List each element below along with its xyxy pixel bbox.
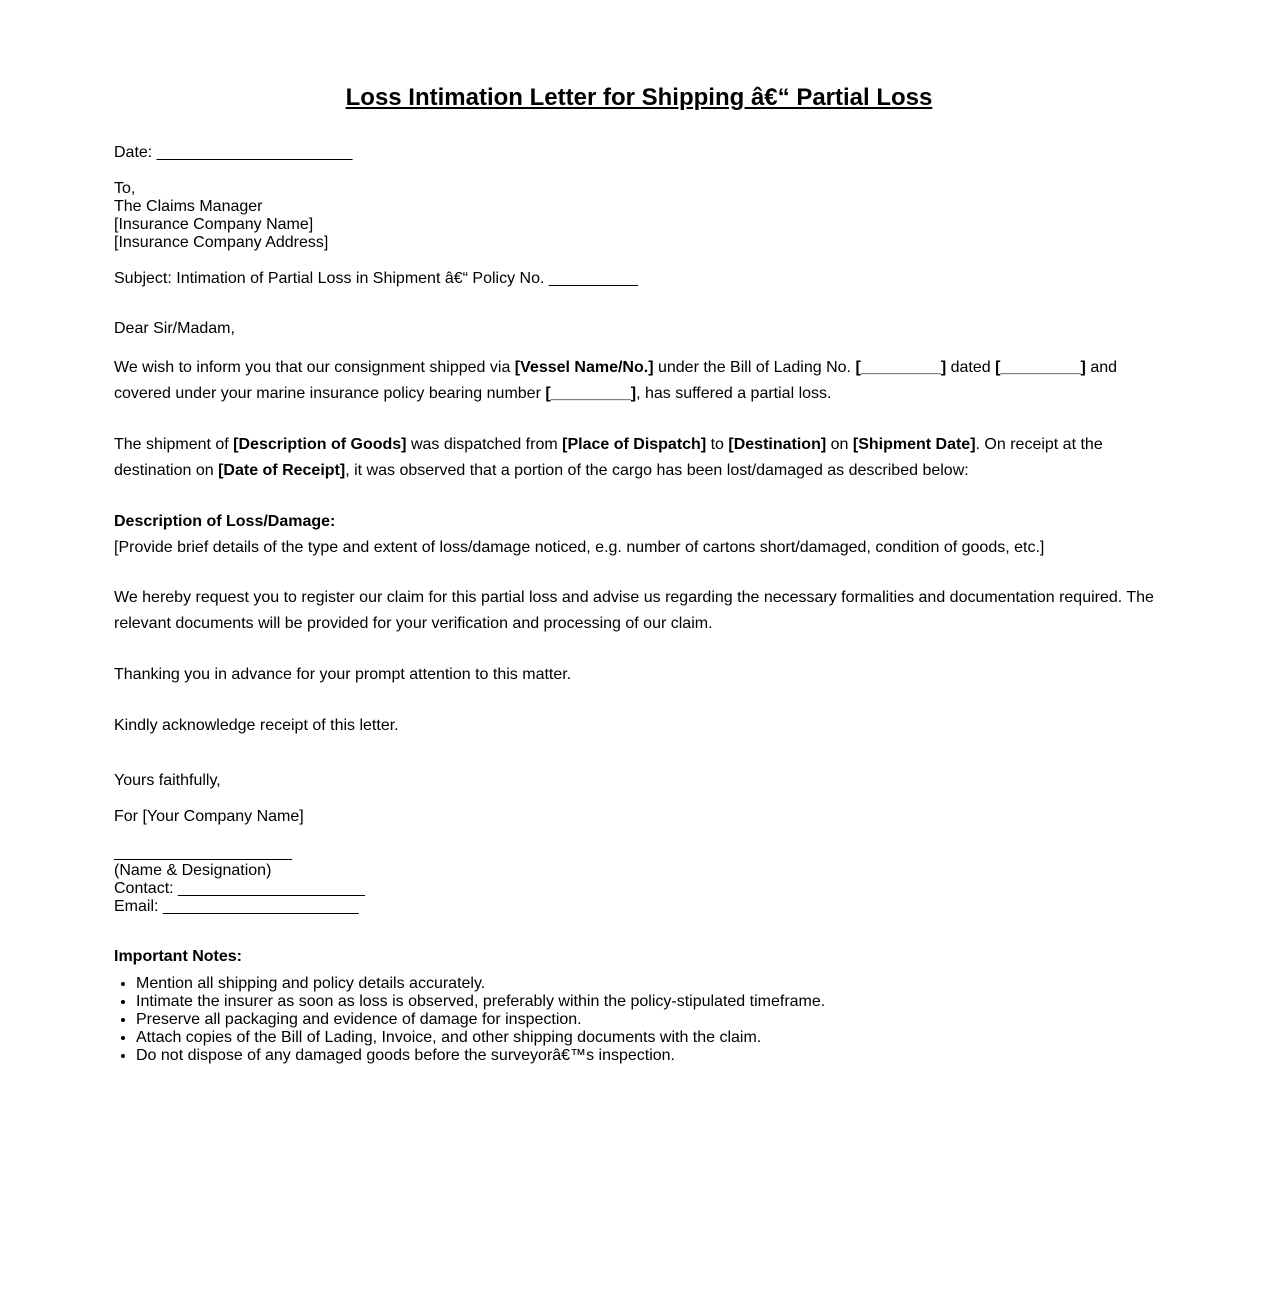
date-placeholder: [_________] xyxy=(995,359,1086,376)
destination-placeholder: [Destination] xyxy=(728,436,827,453)
goods-placeholder: [Description of Goods] xyxy=(233,436,407,453)
dispatch-placeholder: [Place of Dispatch] xyxy=(562,436,707,453)
loss-heading: Description of Loss/Damage: xyxy=(114,513,336,530)
paragraph-shipment: The shipment of [Description of Goods] was dispatched from [Place of Dispatch] to [Destination] on [Shipment Date]. On receipt at the destination on [Date of Receipt], it was observed that a portion of the cargo has been lost/damaged as described below: xyxy=(114,436,1103,479)
vessel-placeholder: [Vessel Name/No.] xyxy=(514,359,654,376)
paragraph-consignment: We wish to inform you that our consignment shipped via [Vessel Name/No.] under the Bill of Lading No. [_________] dated [_________] and covered under your marine insurance policy bearing number [_________], has suffered a partial loss. xyxy=(114,359,1118,402)
loss-details: [Provide brief details of the type and extent of loss/damage noticed, e.g. number of cartons short/damaged, condition of goods, etc.] xyxy=(114,538,1045,556)
notes-heading: Important Notes: xyxy=(114,948,242,965)
paragraph-request: We hereby request you to register our claim for this partial loss and advise us regarding the necessary formalities and documentation required. The relevant documents will be provided for your verification and processing of our claim. xyxy=(114,589,1154,632)
email-line: Email: ______________________ xyxy=(114,898,359,915)
salutation: Dear Sir/Madam, xyxy=(114,320,235,337)
closing: Yours faithfully, xyxy=(114,772,221,789)
signature-block xyxy=(114,844,365,916)
letter-title: Loss Intimation Letter for Shipping â€“ Partial Loss xyxy=(345,84,933,111)
contact-line: Contact: _____________________ xyxy=(114,880,365,897)
address-recipient: The Claims Manager xyxy=(114,198,263,215)
shipment-date-placeholder: [Shipment Date] xyxy=(852,436,976,453)
list-item: • Attach copies of the Bill of Lading, Invoice, and other shipping documents with the claim. xyxy=(136,1029,825,1047)
list-item: • Mention all shipping and policy details accurately. xyxy=(136,975,825,993)
signature-line: ____________________ xyxy=(114,844,292,861)
list-item: • Do not dispose of any damaged goods before the surveyorâ€™s inspection. xyxy=(136,1047,825,1065)
subject-line: Subject: Intimation of Partial Loss in Shipment â€“ Policy No. __________ xyxy=(114,270,638,287)
loss-section xyxy=(114,509,1174,560)
address-company-name: [Insurance Company Name] xyxy=(114,216,314,233)
address-to: To, xyxy=(114,180,136,197)
paragraph-thanks: Thanking you in advance for your prompt attention to this matter. xyxy=(114,666,572,683)
list-item: • Intimate the insurer as soon as loss is observed, preferably within the policy-stipulated timeframe. xyxy=(136,993,825,1011)
bill-of-lading-placeholder: [_________] xyxy=(855,359,947,376)
date-line: Date: ______________________ xyxy=(114,144,353,161)
policy-number-placeholder: [_________] xyxy=(545,384,637,402)
address-company-address: [Insurance Company Address] xyxy=(114,234,329,251)
name-designation: (Name & Designation) xyxy=(114,862,272,879)
paragraph-acknowledge: Kindly acknowledge receipt of this letter. xyxy=(114,717,399,734)
receipt-date-placeholder: [Date of Receipt] xyxy=(218,461,346,479)
list-item: • Preserve all packaging and evidence of damage for inspection. xyxy=(136,1011,825,1029)
for-company: For [Your Company Name] xyxy=(114,808,304,825)
recipient-address xyxy=(114,180,328,252)
notes-list xyxy=(114,975,825,1065)
